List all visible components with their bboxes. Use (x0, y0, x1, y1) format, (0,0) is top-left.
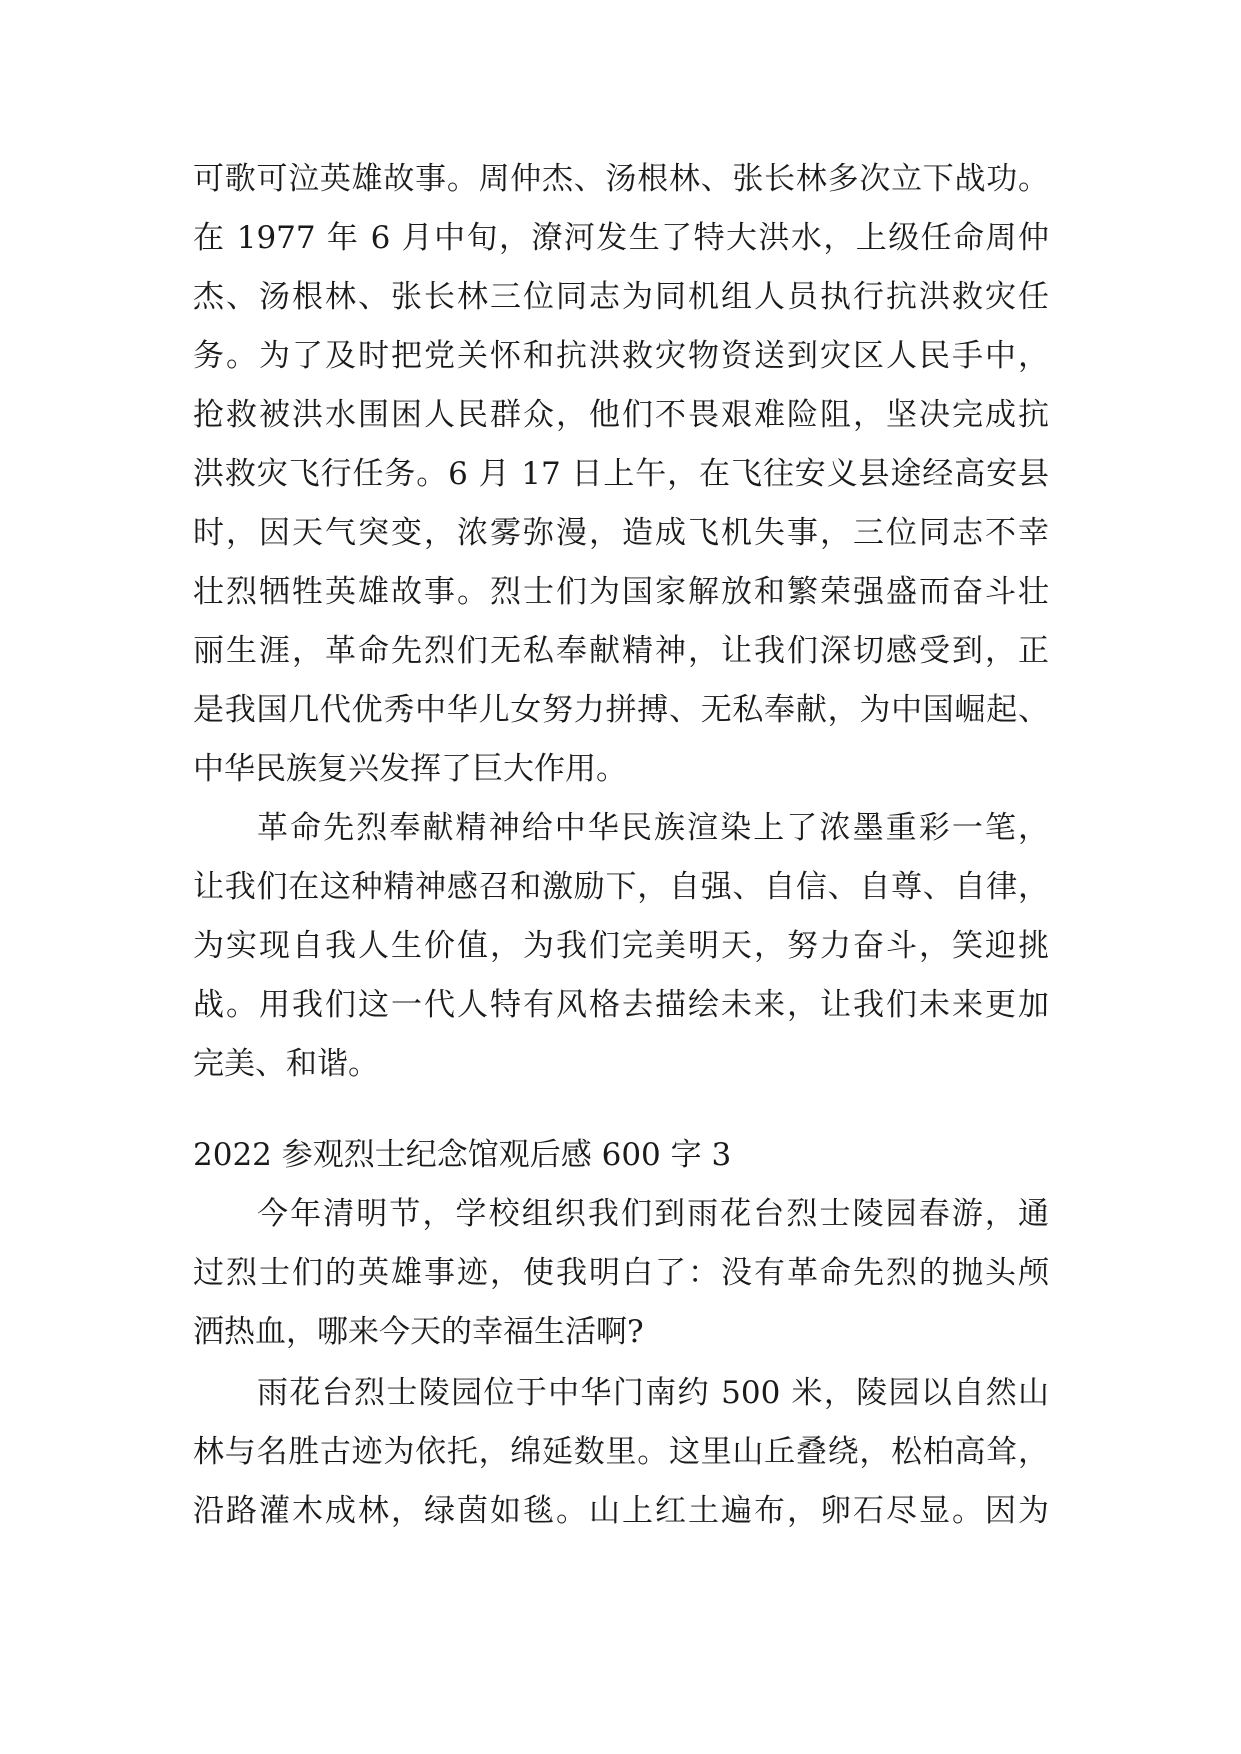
paragraph-dedication-spirit (193, 799, 1049, 1094)
text-line: 为实现自我人生价值，为我们完美明天，努力奋斗，笑迎挑 (193, 928, 1049, 964)
text-line: 中华民族复兴发挥了巨大作用。 (193, 751, 627, 787)
text-line: 抢救被洪水围困人民群众，他们不畏艰难险阻，坚决完成抗 (193, 397, 1049, 433)
text-line: 时，因天气突变，浓雾弥漫，造成飞机失事，三位同志不幸 (193, 515, 1049, 551)
text-line: 今年清明节，学校组织我们到雨花台烈士陵园春游，通 (257, 1196, 1049, 1232)
text-line: 让我们在这种精神感召和激励下，自强、自信、自尊、自律， (193, 869, 1049, 905)
section-heading: 2022 参观烈士纪念馆观后感 600 字 3 (193, 1137, 732, 1173)
paragraph-yuhuatai-description (193, 1364, 1049, 1541)
text-line: 可歌可泣英雄故事。周仲杰、汤根林、张长林多次立下战功。 (193, 161, 1049, 197)
paragraph-qingming-visit (193, 1185, 1049, 1362)
text-line: 完美、和谐。 (193, 1046, 379, 1082)
paragraph-heroes-story (193, 150, 1049, 799)
text-line: 壮烈牺牲英雄故事。烈士们为国家解放和繁荣强盛而奋斗壮 (193, 574, 1049, 610)
text-line: 沿路灌木成林，绿茵如毯。山上红土遍布，卵石尽显。因为 (193, 1493, 1049, 1529)
text-line: 过烈士们的英雄事迹，使我明白了：没有革命先烈的抛头颅 (193, 1255, 1049, 1291)
text-line: 洪救灾飞行任务。6 月 17 日上午，在飞往安义县途经高安县 (193, 456, 1049, 492)
text-line: 务。为了及时把党关怀和抗洪救灾物资送到灾区人民手中， (193, 338, 1049, 374)
text-line: 林与名胜古迹为依托，绵延数里。这里山丘叠绕，松柏高耸， (193, 1434, 1049, 1470)
text-line: 革命先烈奉献精神给中华民族渲染上了浓墨重彩一笔， (257, 810, 1049, 846)
text-line: 是我国几代优秀中华儿女努力拼搏、无私奉献，为中国崛起、 (193, 692, 1049, 728)
text-line: 丽生涯，革命先烈们无私奉献精神，让我们深切感受到，正 (193, 633, 1049, 669)
text-line: 雨花台烈士陵园位于中华门南约 500 米，陵园以自然山 (257, 1375, 1049, 1411)
text-line: 洒热血，哪来今天的幸福生活啊? (193, 1314, 644, 1350)
text-line: 杰、汤根林、张长林三位同志为同机组人员执行抗洪救灾任 (193, 279, 1049, 315)
text-line: 战。用我们这一代人特有风格去描绘未来，让我们未来更加 (193, 987, 1049, 1023)
text-line: 在 1977 年 6 月中旬，潦河发生了特大洪水，上级任命周仲 (193, 220, 1049, 256)
